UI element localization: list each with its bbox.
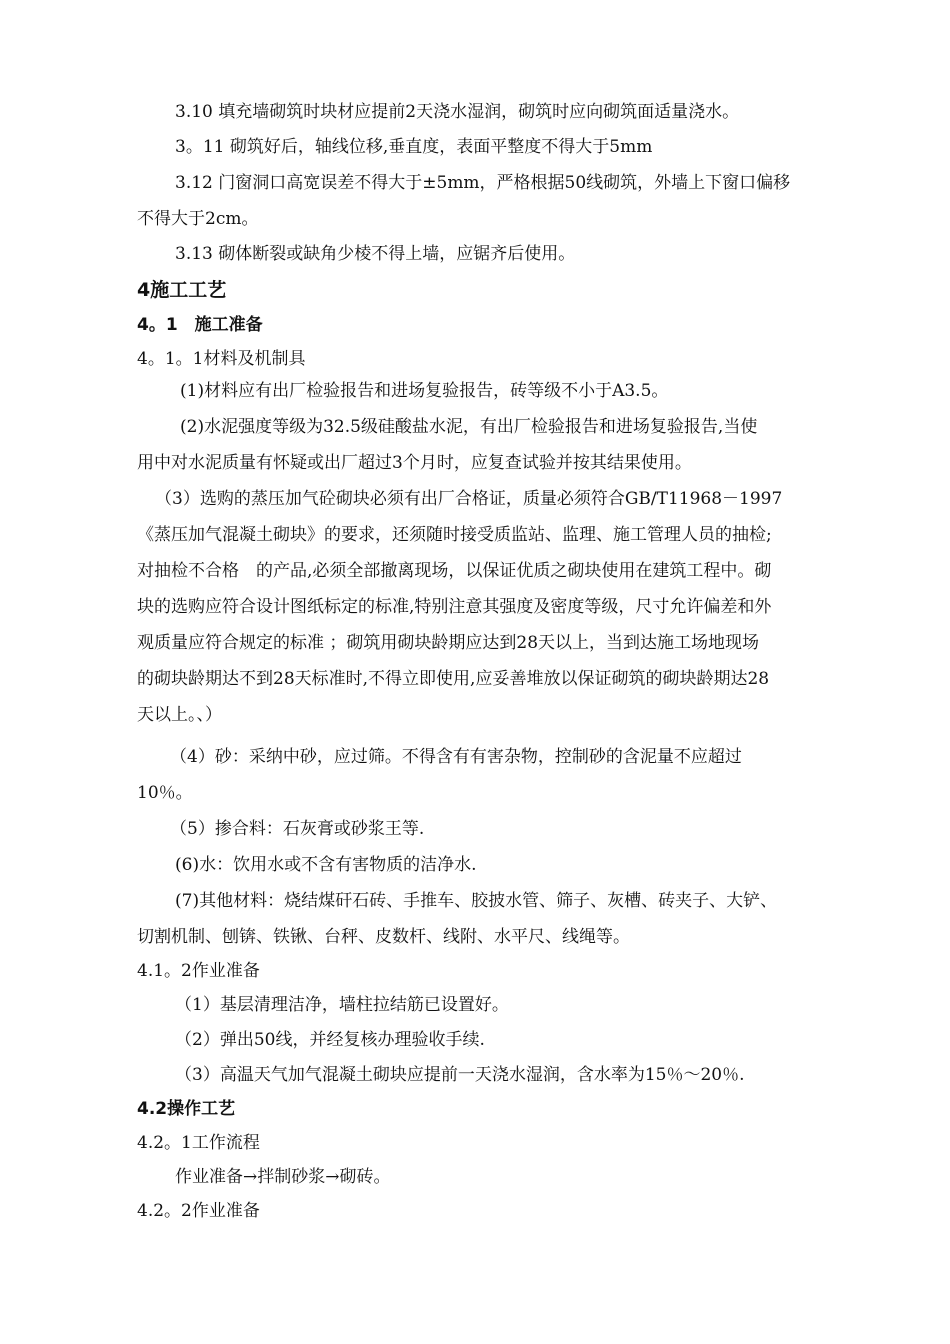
material-item-3-line7: 天以上。、） bbox=[137, 705, 222, 725]
clause-3-11: 3。11 砌筑好后，轴线位移,垂直度，表面平整度不得大于5mm bbox=[175, 137, 653, 157]
clause-3-13: 3.13 砌体断裂或缺角少棱不得上墙，应锯齐后使用。 bbox=[175, 244, 576, 264]
section-heading-4-2-2: 4.2。2作业准备 bbox=[137, 1201, 260, 1221]
material-item-5: （5）掺合料：石灰膏或砂浆王等. bbox=[170, 819, 425, 839]
section-heading-4-2-1: 4.2。1工作流程 bbox=[137, 1133, 260, 1153]
material-item-2-line2: 用中对水泥质量有怀疑或出厂超过3个月时，应复查试验并按其结果使用。 bbox=[137, 453, 692, 473]
material-item-1: (1)材料应有出厂检验报告和进场复验报告，砖等级不小于A3.5。 bbox=[180, 381, 669, 401]
clause-3-10: 3.10 填充墙砌筑时块材应提前2天浇水湿润，砌筑时应向砌筑面适量浇水。 bbox=[175, 102, 740, 122]
material-item-4-line1: （4）砂：采纳中砂，应过筛。不得含有有害杂物，控制砂的含泥量不应超过 bbox=[170, 747, 742, 767]
material-item-2-line1: (2)水泥强度等级为32.5级硅酸盐水泥，有出厂检验报告和进场复验报告,当使 bbox=[180, 417, 758, 437]
work-flow: 作业准备→拌制砂浆→砌砖。 bbox=[175, 1167, 391, 1187]
section-heading-4-1-2: 4.1。2作业准备 bbox=[137, 961, 260, 981]
section-heading-4: 4施工工艺 bbox=[137, 279, 227, 301]
material-item-3-line2: 《蒸压加气混凝土砌块》的要求，还须随时接受质监站、监理、施工管理人员的抽检; bbox=[137, 525, 772, 545]
preparation-item-1: （1）基层清理洁净，墙柱拉结筋已设置好。 bbox=[175, 995, 509, 1015]
section-heading-4-1-1: 4。1。1材料及机制具 bbox=[137, 349, 306, 369]
material-item-3-line5: 观质量应符合规定的标准 ；砌筑用砌块龄期应达到28天以上，当到达施工场地现场 bbox=[137, 633, 760, 653]
material-item-4-line2: 10％。 bbox=[137, 783, 193, 803]
material-item-3-line3: 对抽检不合格 的产品,必须全部撤离现场，以保证优质之砌块使用在建筑工程中。砌 bbox=[137, 561, 772, 581]
preparation-item-3: （3）高温天气加气混凝土砌块应提前一天浇水湿润，含水率为15％～20％. bbox=[175, 1065, 745, 1085]
material-item-3-line4: 块的选购应符合设计图纸标定的标准,特别注意其强度及密度等级，尺寸允许偏差和外 bbox=[137, 597, 772, 617]
material-item-6: (6)水：饮用水或不含有害物质的洁净水. bbox=[175, 855, 477, 875]
material-item-3-line6: 的砌块龄期达不到28天标准时,不得立即使用,应妥善堆放以保证砌筑的砌块龄期达28 bbox=[137, 669, 770, 689]
section-heading-4-2: 4.2操作工艺 bbox=[137, 1099, 236, 1119]
material-item-7-line1: (7)其他材料：烧结煤矸石砖、手推车、胶披水管、筛子、灰槽、砖夹子、大铲、 bbox=[175, 891, 778, 911]
preparation-item-2: （2）弹出50线，并经复核办理验收手续. bbox=[175, 1030, 485, 1050]
clause-3-12-line1: 3.12 门窗洞口高宽误差不得大于±5mm，严格根据50线砌筑，外墙上下窗口偏移 bbox=[175, 173, 791, 193]
clause-3-12-line2: 不得大于2cm。 bbox=[137, 209, 259, 229]
section-heading-4-1: 4。1 施工准备 bbox=[137, 315, 263, 335]
material-item-7-line2: 切割机制、刨锛、铁锹、台秤、皮数杆、线附、水平尺、线绳等。 bbox=[137, 927, 630, 947]
material-item-3-line1: （3）选购的蒸压加气砼砌块必须有出厂合格证，质量必须符合GB/T11968－1997 bbox=[155, 489, 783, 509]
